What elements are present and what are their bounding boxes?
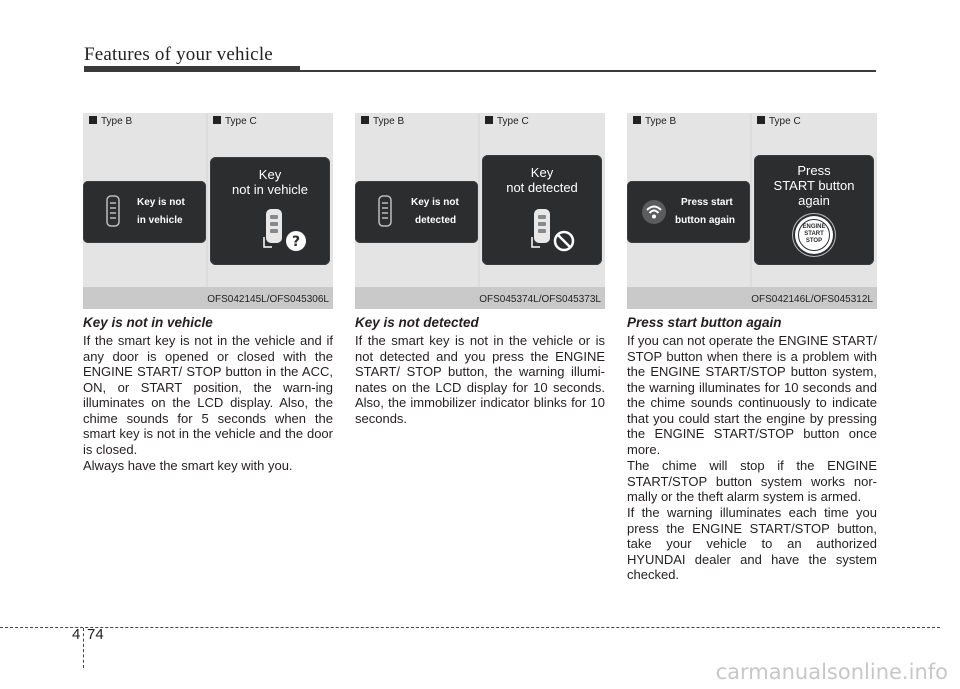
lcd-large-line-2: not in vehicle	[232, 182, 308, 197]
type-c-text: Type C	[769, 116, 801, 127]
lcd-small-line-2: button again	[675, 215, 735, 226]
section-title: Key is not in vehicle	[83, 315, 213, 330]
stop-label: STOP	[805, 238, 823, 244]
figure-caption: OFS042145L/OFS045306L	[207, 294, 329, 305]
smart-key-icon	[377, 195, 393, 227]
square-bullet-icon	[485, 116, 493, 124]
figure-key-not-in-vehicle	[83, 113, 333, 309]
footer-rule	[0, 627, 940, 628]
paragraph: Always have the smart key with you.	[83, 458, 293, 473]
lcd-large-line-3: again	[798, 193, 830, 208]
type-b-label	[89, 116, 132, 127]
section-title: Key is not detected	[355, 315, 479, 330]
footer-separator	[83, 628, 84, 668]
square-bullet-icon	[89, 116, 97, 124]
lcd-large-line-1: Key	[258, 167, 282, 182]
paragraph: The chime will stop if the ENGINE START/STOP button system works nor-mally or the theft alarm system is armed.	[627, 458, 877, 504]
lcd-display-large	[482, 155, 602, 265]
lcd-large-line-1: Press	[797, 163, 831, 178]
square-bullet-icon	[757, 116, 765, 124]
figure-key-not-detected	[355, 113, 605, 309]
square-bullet-icon	[361, 116, 369, 124]
smart-key-icon	[105, 195, 121, 227]
lcd-large-line-2: not detected	[506, 180, 578, 195]
header-rule-thick	[84, 66, 300, 72]
lcd-large-line-2: START button	[773, 178, 855, 193]
type-c-label	[485, 116, 529, 127]
lcd-display-small	[627, 181, 750, 243]
lcd-display-small	[83, 181, 206, 243]
lcd-small-line-2: in vehicle	[137, 215, 183, 226]
figure-press-start-again	[627, 113, 877, 309]
engine-label: ENGINE	[802, 224, 826, 230]
lcd-small-line-1: Key is not	[411, 197, 459, 208]
lcd-small-line-1: Press start	[681, 197, 733, 208]
type-b-label	[361, 116, 404, 127]
figure-caption: OFS042146L/OFS045312L	[751, 294, 873, 305]
lcd-display-large	[210, 157, 330, 265]
page-header-title: Features of your vehicle	[84, 44, 273, 65]
paragraph: If the warning illuminates each time you press the ENGINE START/STOP button, take your vehicle to an authorized HYUNDAI dealer and have the system checked.	[627, 505, 877, 582]
start-label: START	[804, 231, 824, 237]
type-c-text: Type C	[225, 116, 257, 127]
lcd-small-line-1: Key is not	[137, 197, 185, 208]
type-c-text: Type C	[497, 116, 529, 127]
section-title: Press start button again	[627, 315, 782, 330]
chapter-number: 4	[72, 626, 81, 643]
page-number: 74	[87, 626, 104, 643]
lcd-display-small	[355, 181, 478, 243]
type-c-label	[213, 116, 257, 127]
header-rule-thin	[300, 70, 876, 72]
type-b-label	[633, 116, 676, 127]
engine-start-stop-button-icon	[795, 216, 833, 254]
square-bullet-icon	[213, 116, 221, 124]
lcd-display-large	[754, 155, 874, 265]
paragraph: If the smart key is not in the vehicle or is not detected and you press the ENGINE START/ STOP button, the warning illumi-nates on the LCD display for 10 seconds. Also, the immobilizer indicator blinks for 10 seconds.	[355, 333, 605, 426]
paragraph: If you can not operate the ENGINE START/ STOP button when there is a problem with the ENGINE START/STOP button system, the warning illuminates for 10 seconds and the chime sounds continuously to indicate that you could start the engine by pressing the ENGINE START/STOP button once more.	[627, 333, 877, 457]
type-b-text: Type B	[373, 116, 405, 127]
paragraph: If the smart key is not in the vehicle and if any door is opened or closed with the ENGINE START/ STOP button in the ACC, ON, or START position, the warn-ing illuminates on the LCD display. Also, the chime sounds for 5 seconds when the smart key is not in the vehicle and the door is closed.	[83, 333, 333, 457]
lcd-small-line-2: detected	[415, 215, 457, 226]
type-c-label	[757, 116, 801, 127]
lcd-large-line-1: Key	[530, 165, 554, 180]
figure-caption: OFS045374L/OFS045373L	[479, 294, 601, 305]
type-b-text: Type B	[101, 116, 133, 127]
watermark: carmanualsonline.info	[715, 660, 948, 684]
smart-key-not-allowed-icon	[528, 207, 578, 253]
smart-key-question-icon	[260, 207, 308, 253]
type-b-text: Type B	[645, 116, 677, 127]
square-bullet-icon	[633, 116, 641, 124]
wireless-signal-icon	[639, 197, 669, 227]
svg-text:?: ?	[291, 234, 301, 250]
